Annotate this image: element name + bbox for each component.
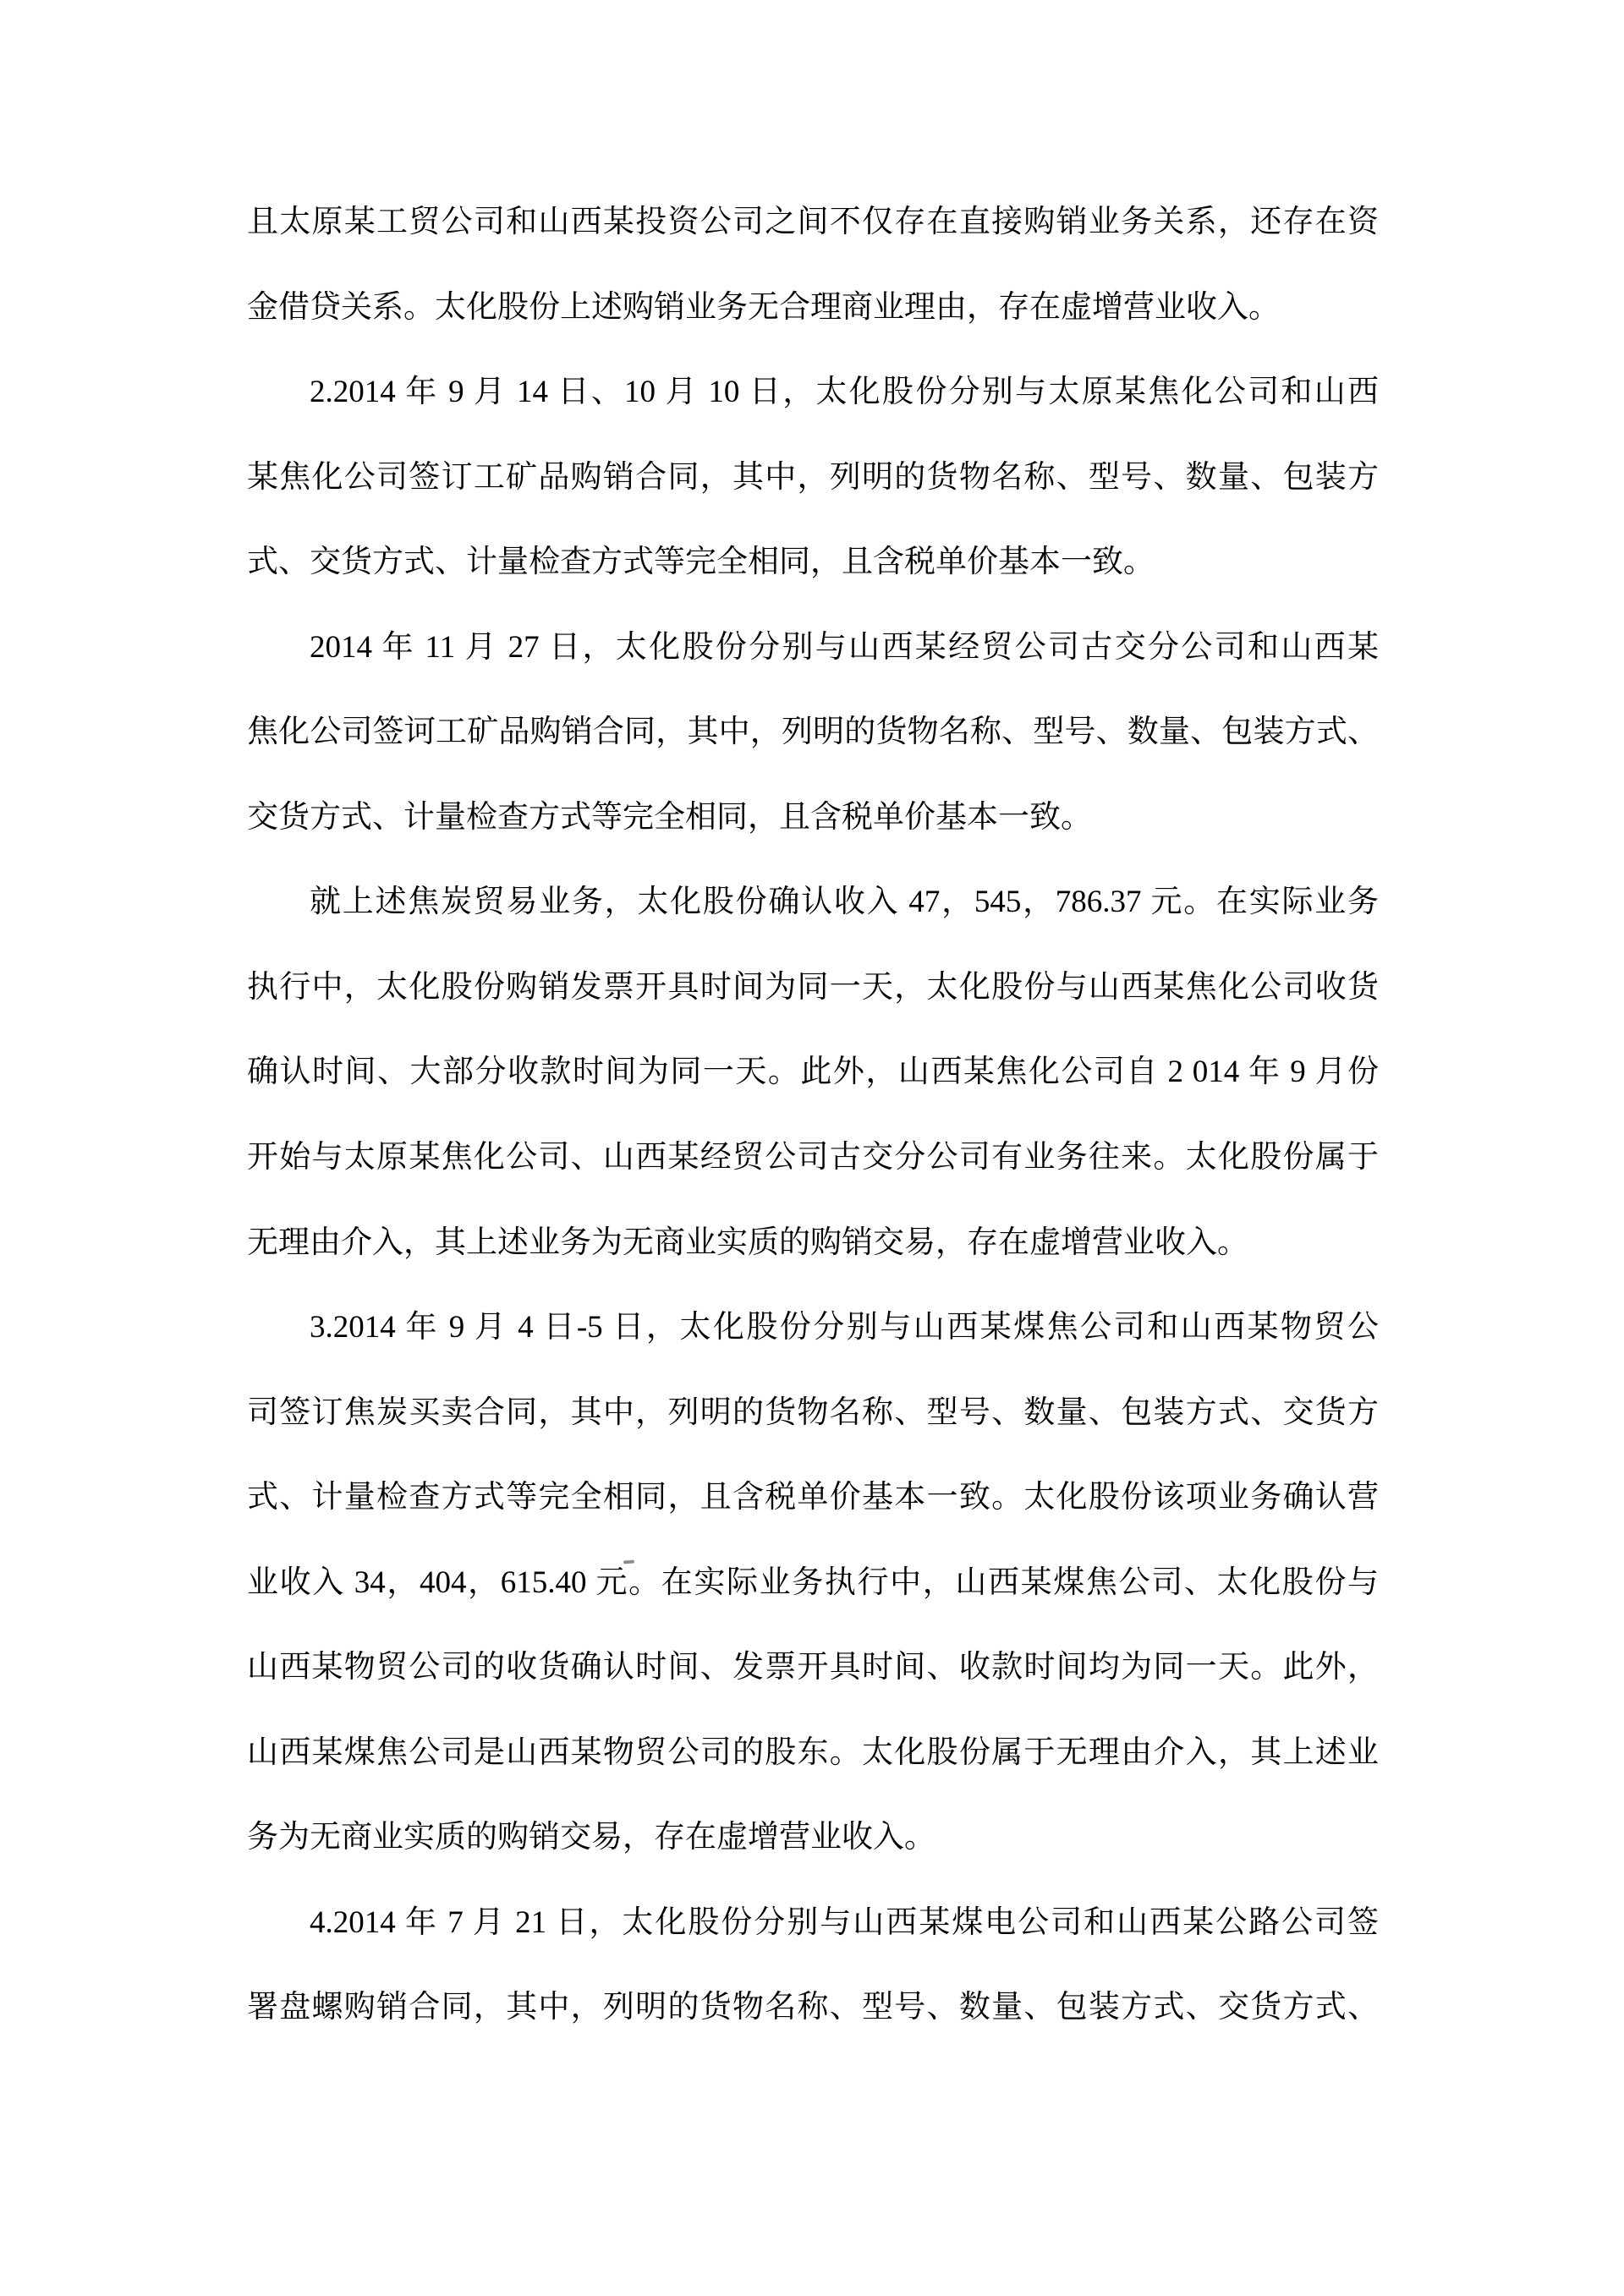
text-line: 业收入 34，404，615.40 元。在实际业务执行中，山西某煤焦公司、太化股份与	[247, 1564, 1379, 1600]
text-line: 司签订焦炭买卖合同，其中，列明的货物名称、型号、数量、包装方式、交货方	[247, 1395, 1379, 1430]
text-line: 务为无商业实质的购销交易，存在虚增营业收入。	[247, 1820, 935, 1855]
text-line: 某焦化公司签订工矿品购销合同，其中，列明的货物名称、型号、数量、包装方	[247, 459, 1379, 495]
text-line: 署盘螺购销合同，其中，列明的货物名称、型号、数量、包装方式、交货方式、	[247, 1990, 1379, 2025]
text-line: 无理由介入，其上述业务为无商业实质的购销交易，存在虚增营业收入。	[247, 1225, 1248, 1260]
text-line: 开始与太原某焦化公司、山西某经贸公司古交分公司有业务往来。太化股份属于	[247, 1140, 1379, 1175]
text-line: 交货方式、计量检查方式等完全相同，且含税单价基本一致。	[247, 799, 1092, 835]
text-line: 3.2014 年 9 月 4 日-5 日，太化股份分别与山西某煤焦公司和山西某物贸公	[310, 1310, 1379, 1345]
text-line: 式、计量检查方式等完全相同，且含税单价基本一致。太化股份该项业务确认营	[247, 1480, 1379, 1515]
text-line: 就上述焦炭贸易业务，太化股份确认收入 47，545，786.37 元。在实际业务	[310, 885, 1379, 920]
text-line: 2014 年 11 月 27 日，太化股份分别与山西某经贸公司古交分公司和山西某	[310, 629, 1379, 665]
text-line: 确认时间、大部分收款时间为同一天。此外，山西某焦化公司自 2 014 年 9 月份	[247, 1055, 1379, 1090]
text-line: 山西某物贸公司的收货确认时间、发票开具时间、收款时间均为同一天。此外，	[247, 1650, 1379, 1685]
text-line: 金借贷关系。太化股份上述购销业务无合理商业理由，存在虚增营业收入。	[247, 289, 1280, 325]
text-line: 焦化公司签诃工矿品购销合同，其中，列明的货物名称、型号、数量、包装方式、	[247, 715, 1379, 750]
text-line: 山西某煤焦公司是山西某物贸公司的股东。太化股份属于无理由介入，其上述业	[247, 1734, 1379, 1770]
text-line: 且太原某工贸公司和山西某投资公司之间不仅存在直接购销业务关系，还存在资	[247, 205, 1379, 239]
text-line: 执行中，太化股份购销发票开具时间为同一天，太化股份与山西某焦化公司收货	[247, 969, 1379, 1005]
document-body	[247, 180, 1379, 2051]
text-line: 4.2014 年 7 月 21 日，太化股份分别与山西某煤电公司和山西某公路公司签	[310, 1904, 1379, 1940]
text-line: 2.2014 年 9 月 14 日、10 月 10 日，太化股份分别与太原某焦化公司和山西	[310, 375, 1379, 410]
text-line: 式、交货方式、计量检查方式等完全相同，且含税单价基本一致。	[247, 545, 1155, 580]
